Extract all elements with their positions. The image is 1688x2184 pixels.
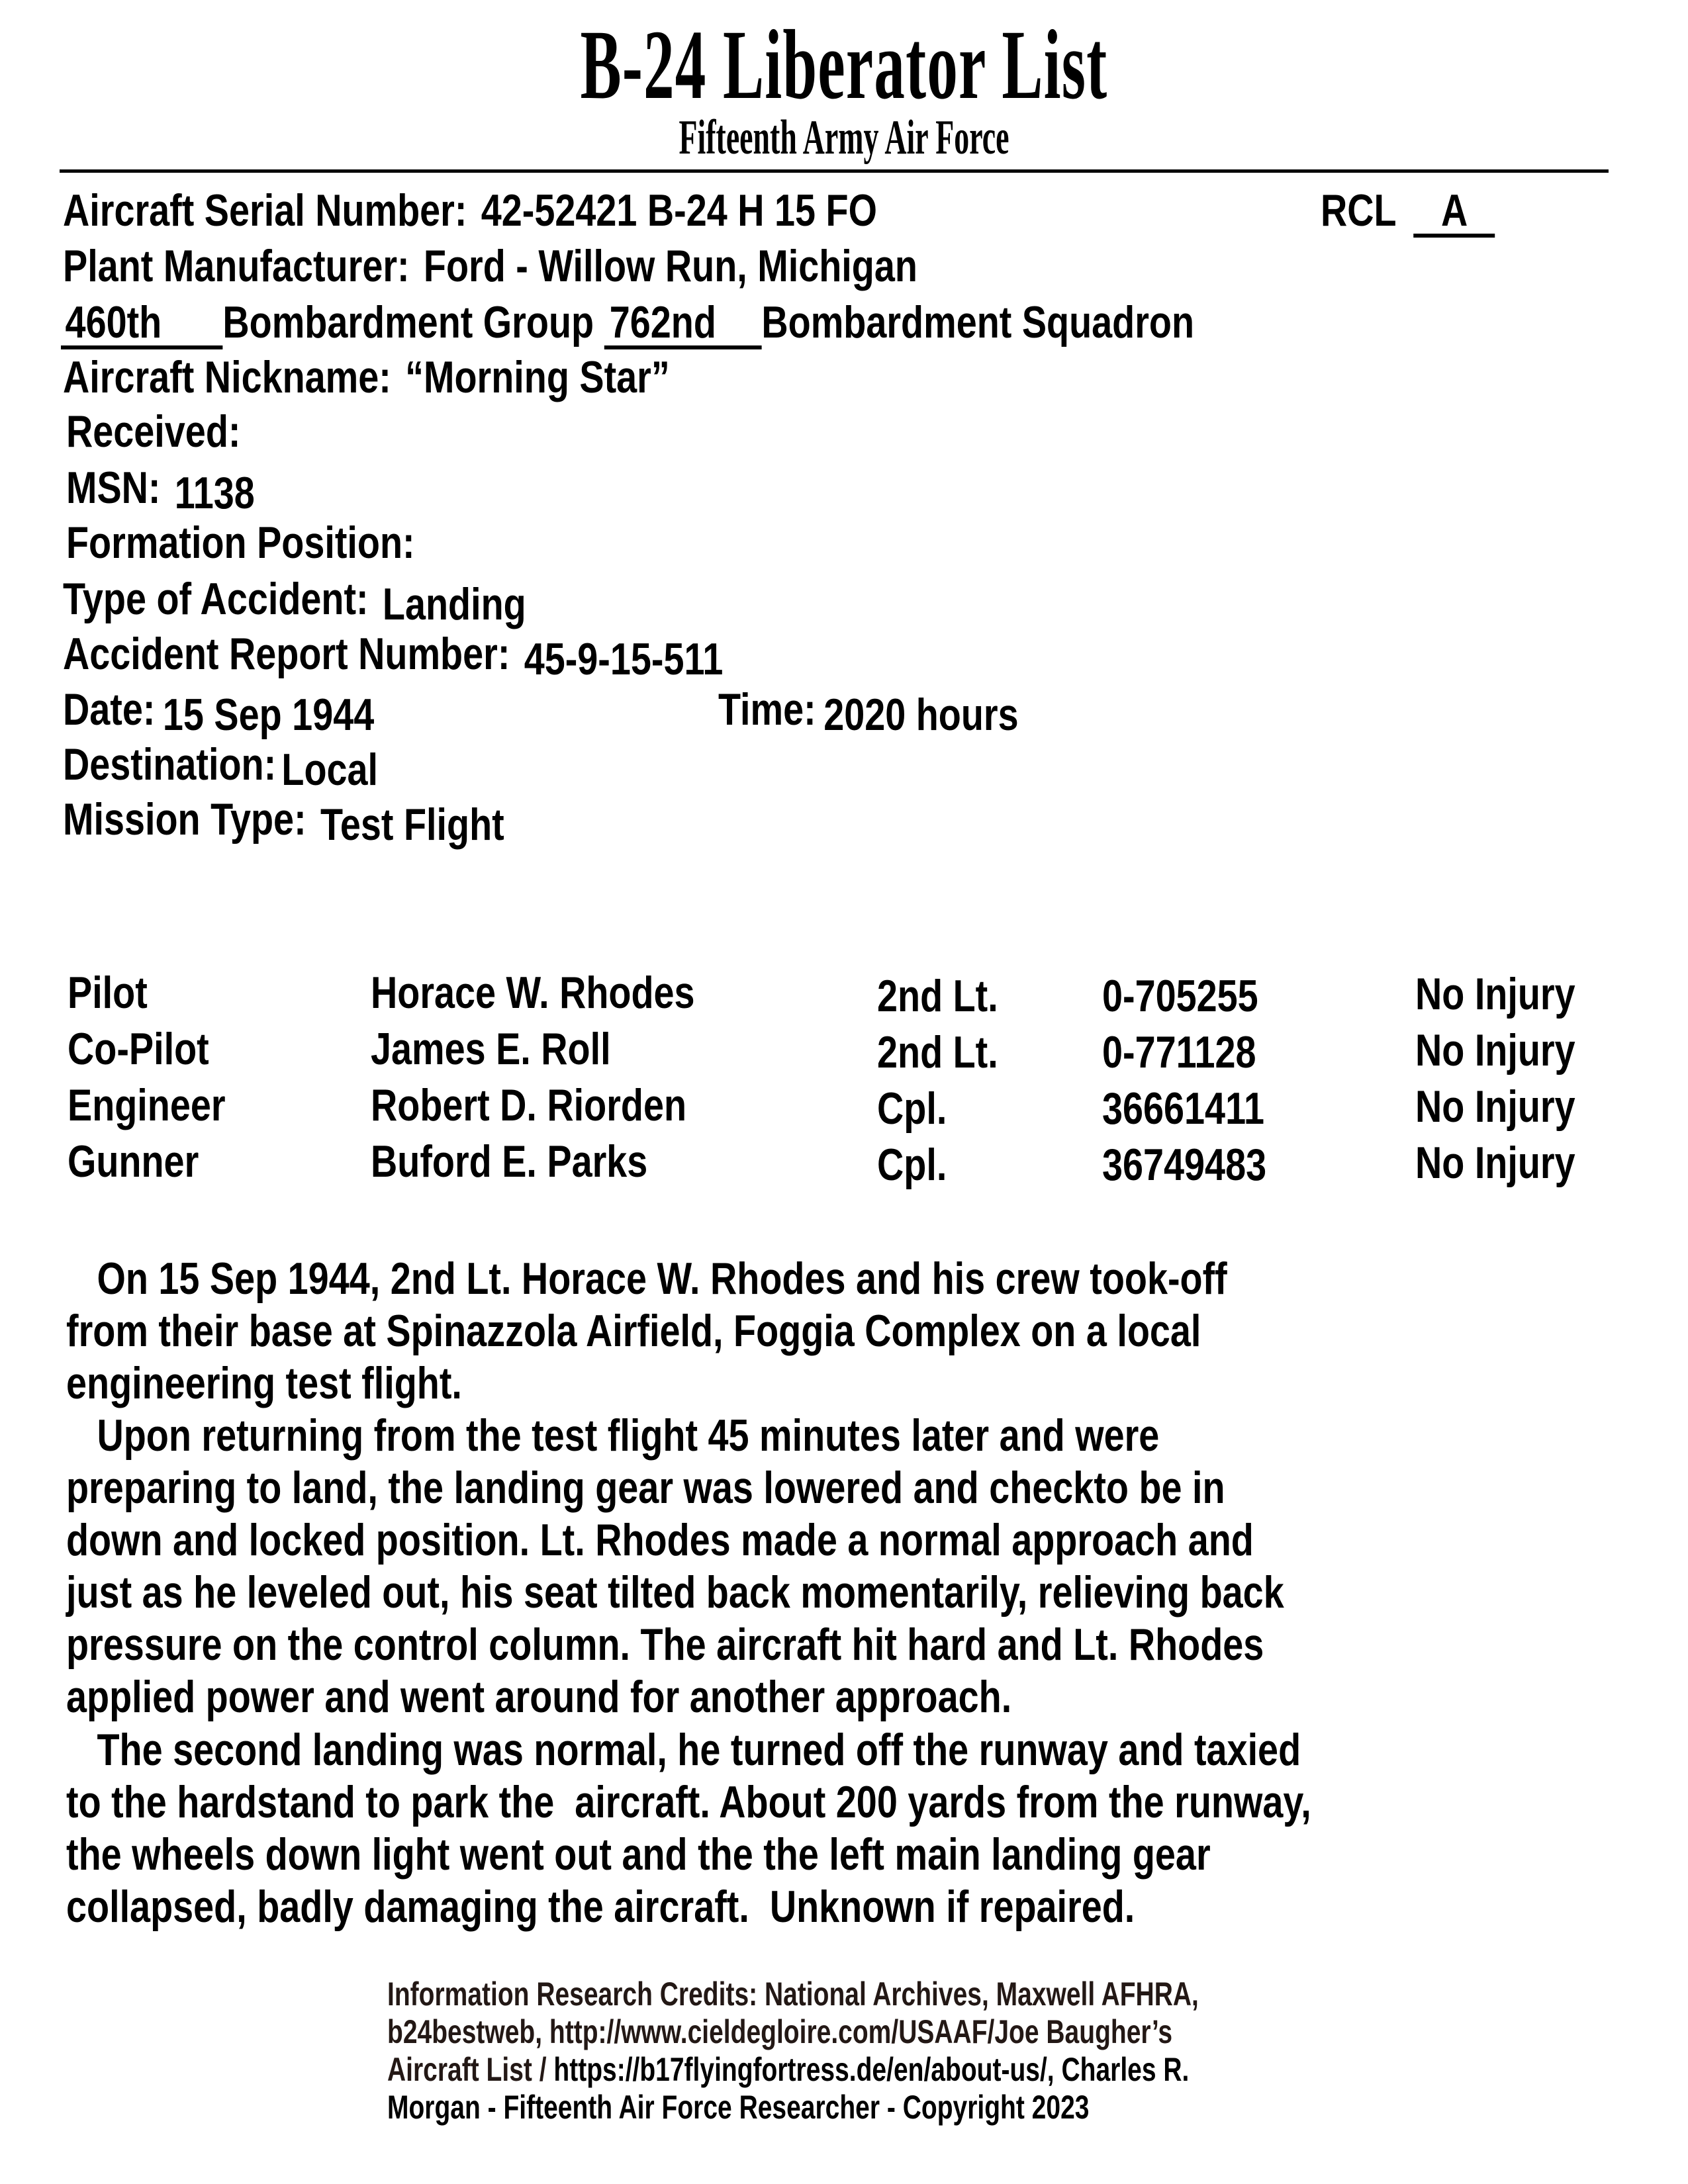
squadron-label: Bombardment Squadron [761, 297, 1195, 347]
page-title: B-24 Liberator List [580, 10, 1108, 120]
narrative-line: On 15 Sep 1944, 2nd Lt. Horace W. Rhodes and his crew took-off [66, 1253, 1227, 1304]
header-divider [60, 169, 1609, 173]
crew-status: No Injury [1415, 1025, 1575, 1075]
credits-line-2: b24bestweb, http://www.cieldegloire.com/USAAF/Joe Baugher’s [387, 2013, 1173, 2050]
destination-field [63, 738, 379, 795]
accident-type-label: Type of Accident: [63, 574, 369, 624]
research-credits [387, 1976, 1199, 2126]
destination-value: Local [281, 745, 379, 795]
date-label: Date: [63, 684, 156, 735]
narrative-line: down and locked position. Lt. Rhodes made a normal approach and [66, 1515, 1254, 1565]
serial-number-label: Aircraft Serial Number: [63, 185, 467, 236]
crew-rank: Cpl. [877, 1083, 947, 1134]
accident-report-field [63, 627, 724, 684]
crew-position: Pilot [68, 968, 148, 1018]
msn-label: MSN: [66, 463, 161, 513]
narrative-paragraph-3 [66, 1724, 1434, 1933]
accident-report-label: Accident Report Number: [63, 629, 510, 679]
time-label: Time: [718, 684, 816, 735]
narrative-line: applied power and went around for another approach. [66, 1672, 1012, 1722]
received-label: Received: [66, 406, 241, 457]
plant-manufacturer-field [63, 240, 917, 293]
narrative-line: from their base at Spinazzola Airfield, Foggia Complex on a local [66, 1306, 1201, 1356]
group-value: 460th [61, 299, 222, 349]
group-label: Bombardment Group [222, 297, 594, 347]
crew-position: Gunner [68, 1136, 199, 1187]
narrative-line: the wheels down light went out and the the left main landing gear [66, 1829, 1211, 1880]
crew-position: Engineer [68, 1080, 226, 1130]
plant-manufacturer-value: Ford - Willow Run, Michigan [423, 241, 917, 291]
crew-name: Buford E. Parks [371, 1136, 648, 1187]
msn-field [66, 461, 255, 518]
accident-report-value: 45-9-15-511 [524, 634, 724, 684]
rcl-value: A [1414, 187, 1495, 238]
credits-line-4: Morgan - Fifteenth Air Force Researcher - Copyright 2023 [387, 2089, 1090, 2126]
crew-name: Robert D. Riorden [371, 1080, 687, 1130]
mission-type-value: Test Flight [320, 799, 504, 850]
narrative-line: The second landing was normal, he turned off the runway and taxied [66, 1725, 1301, 1775]
narrative-line: engineering test flight. [66, 1358, 462, 1408]
plant-manufacturer-label: Plant Manufacturer: [63, 241, 410, 291]
crew-position: Co-Pilot [68, 1024, 209, 1074]
crew-name: James E. Roll [371, 1024, 611, 1074]
narrative-line: just as he leveled out, his seat tilted back momentarily, relieving back [66, 1567, 1284, 1617]
msn-value: 1138 [174, 468, 255, 518]
narrative-line: preparing to land, the landing gear was lowered and checkto be in [66, 1463, 1225, 1513]
page-subtitle: Fifteenth Army Air Force [679, 111, 1009, 165]
accident-type-field [63, 572, 526, 629]
narrative-line: pressure on the control column. The aircraft hit hard and Lt. Rhodes [66, 1619, 1264, 1670]
narrative-line: Upon returning from the test flight 45 minutes later and were [66, 1410, 1160, 1461]
credits-line-3a: Aircraft List / [387, 2051, 554, 2088]
crew-status: No Injury [1415, 1081, 1575, 1132]
unit-field [61, 296, 1194, 349]
crew-serial: 0-705255 [1102, 971, 1258, 1021]
crew-serial: 0-771128 [1102, 1027, 1256, 1077]
narrative-paragraph-1 [66, 1253, 1434, 1410]
squadron-value: 762nd [604, 299, 762, 349]
crew-rank: 2nd Lt. [877, 971, 998, 1021]
formation-position-field [66, 516, 429, 569]
nickname-label: Aircraft Nickname: [63, 352, 391, 402]
formation-position-label: Formation Position: [66, 518, 415, 568]
accident-type-value: Landing [382, 579, 526, 629]
narrative-line: collapsed, badly damaging the aircraft. Unknown if repaired. [66, 1882, 1135, 1932]
credits-line-1: Information Research Credits: National Archives, Maxwell AFHRA, [387, 1976, 1199, 2013]
crew-rank: 2nd Lt. [877, 1027, 998, 1077]
received-field [66, 405, 255, 458]
date-value: 15 Sep 1944 [162, 690, 375, 740]
crew-serial: 36661411 [1102, 1083, 1265, 1134]
crew-status: No Injury [1415, 969, 1575, 1019]
rcl-field [1321, 184, 1495, 238]
narrative-paragraph-2 [66, 1410, 1434, 1723]
time-value: 2020 hours [823, 690, 1019, 740]
date-field [63, 683, 375, 740]
destination-label: Destination: [63, 739, 277, 790]
crew-serial: 36749483 [1102, 1140, 1267, 1190]
nickname-field [63, 351, 670, 404]
crew-rank: Cpl. [877, 1140, 947, 1190]
serial-number-field [63, 184, 877, 237]
time-field [718, 683, 1019, 740]
mission-type-label: Mission Type: [63, 794, 306, 844]
crew-name: Horace W. Rhodes [371, 968, 695, 1018]
nickname-value: “Morning Star” [405, 352, 670, 402]
serial-number-value: 42-52421 B-24 H 15 FO [481, 185, 877, 236]
mission-type-field [63, 793, 504, 850]
rcl-label: RCL [1321, 185, 1396, 236]
credits-line-3b: https://b17flyingfortress.de/en/about-us/, Charles R. [553, 2051, 1190, 2088]
narrative-line: to the hardstand to park the aircraft. About 200 yards from the runway, [66, 1777, 1311, 1827]
crew-status: No Injury [1415, 1138, 1575, 1188]
